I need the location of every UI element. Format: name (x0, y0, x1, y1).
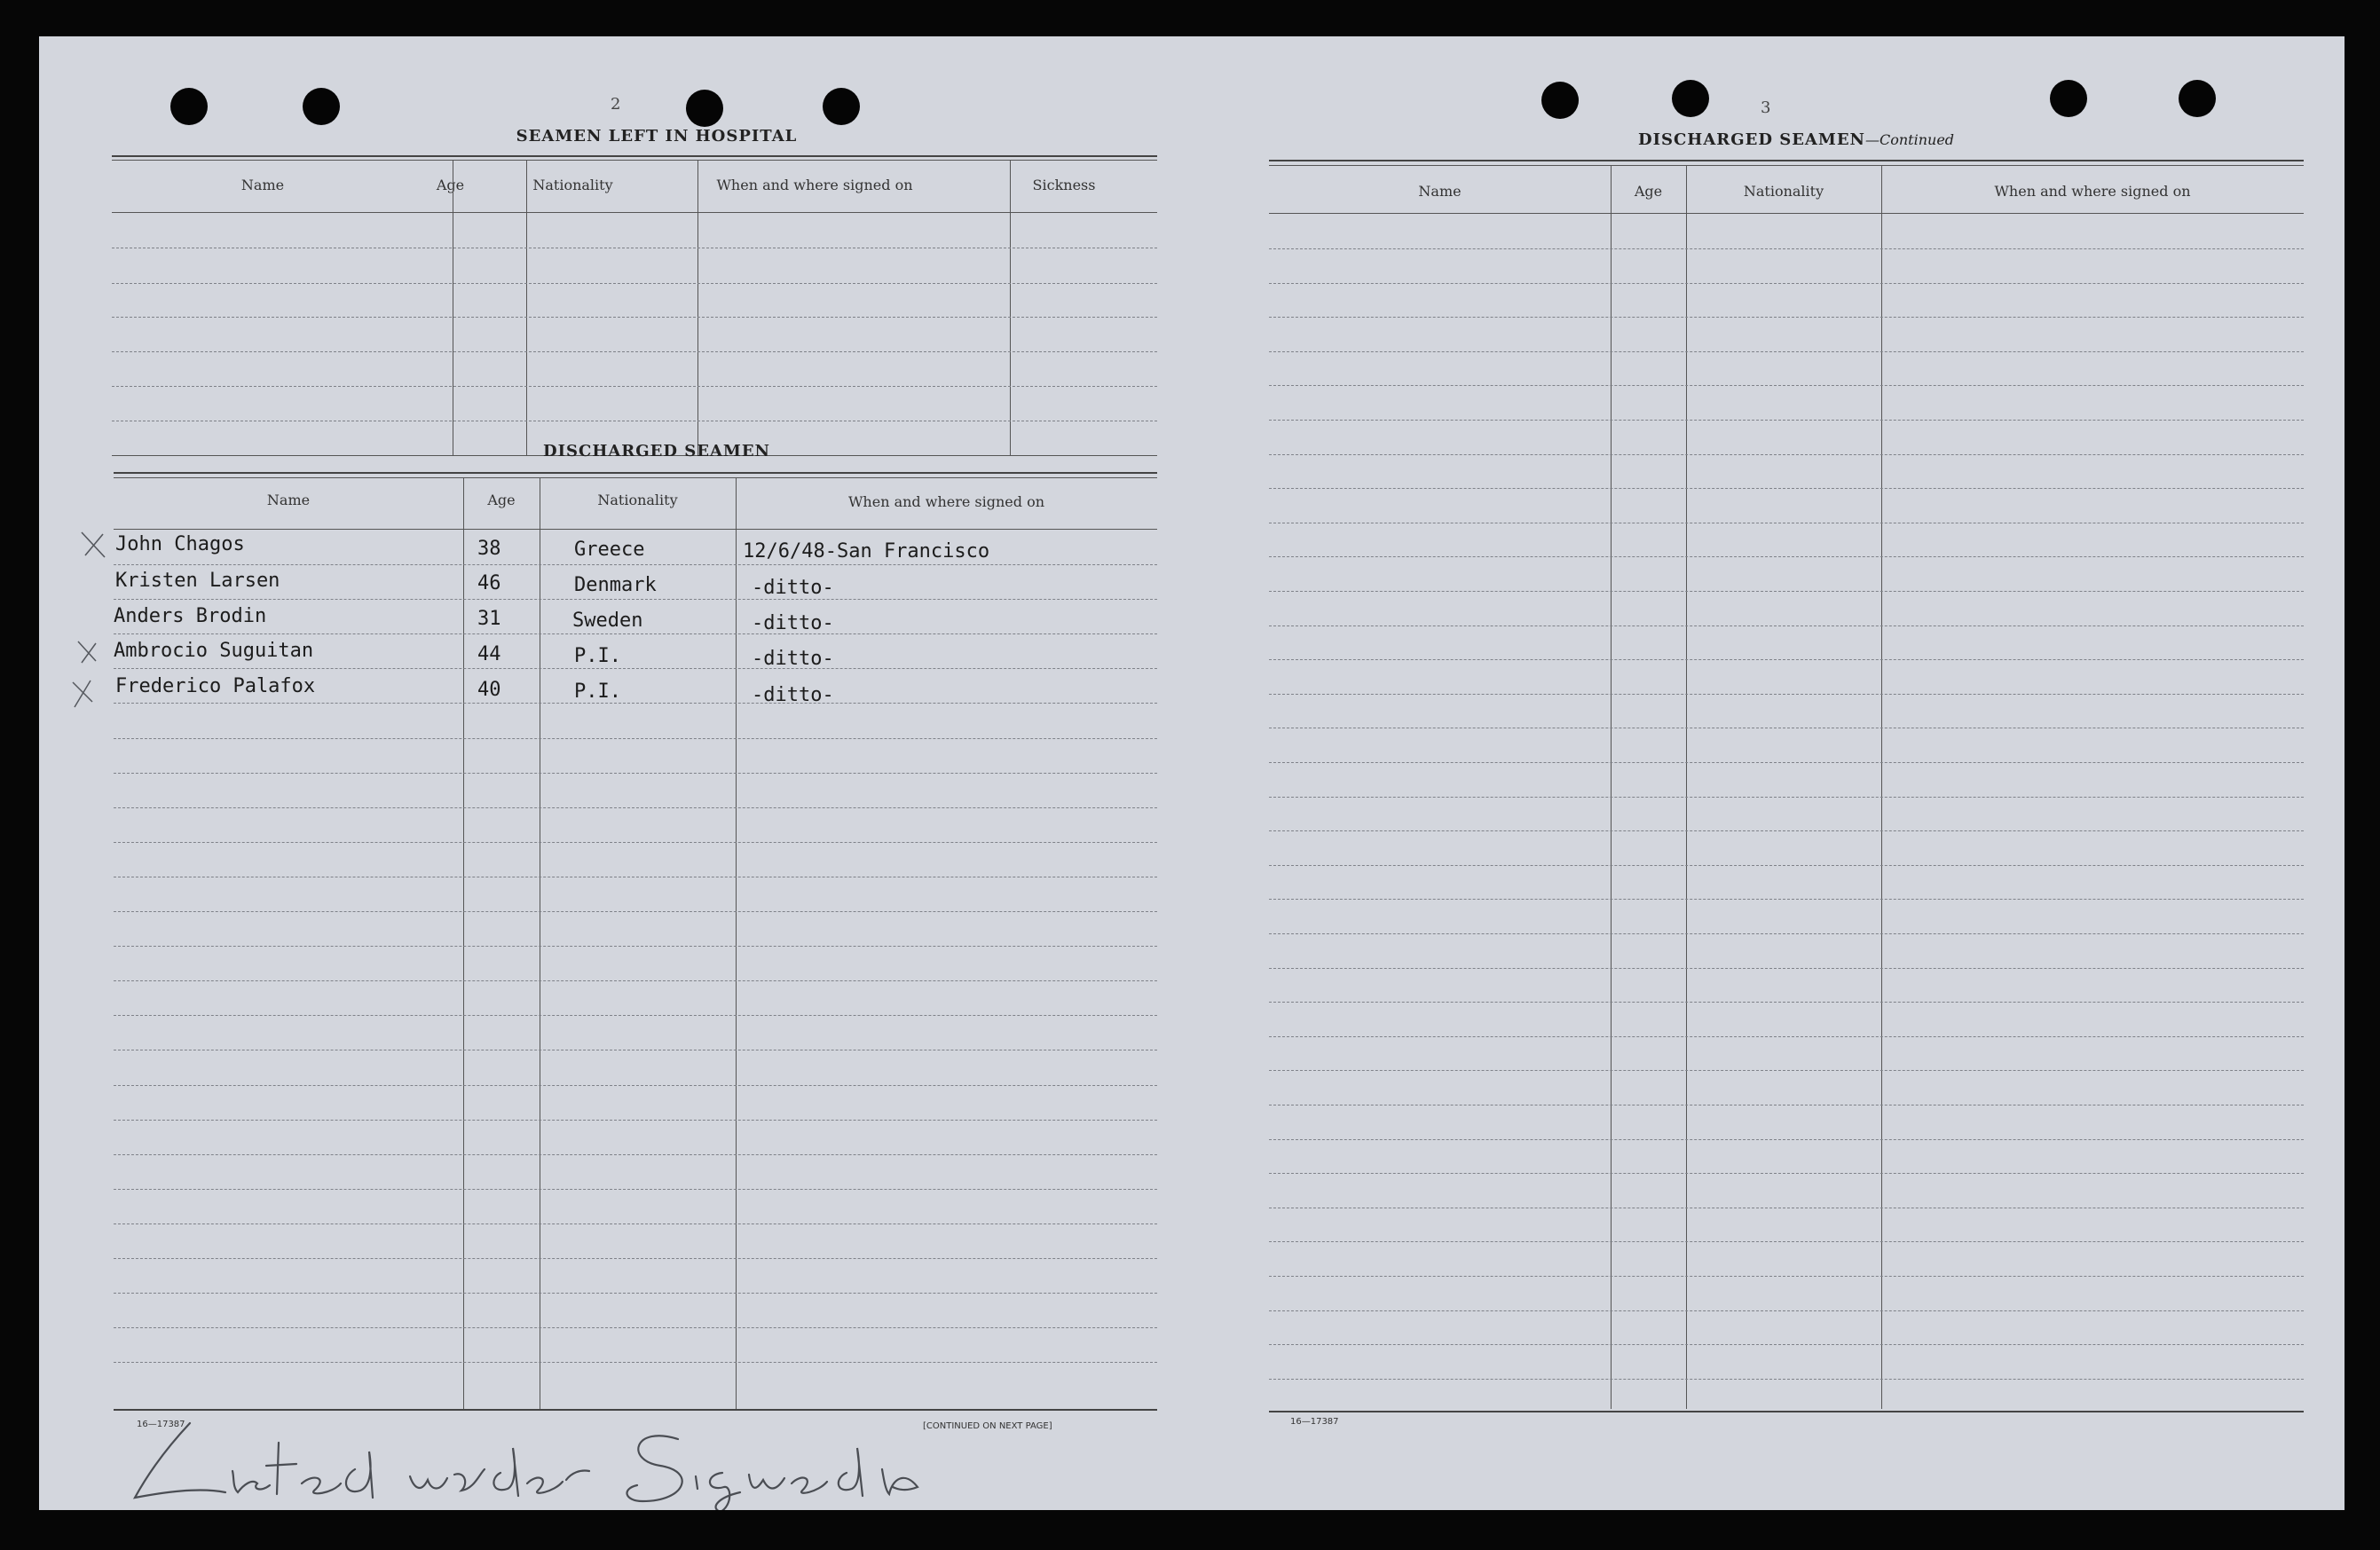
entry-signed-on: 12/6/48-San Francisco (743, 540, 990, 563)
ruled-line (114, 1362, 1157, 1363)
ruled-line (1269, 454, 2304, 455)
handwritten-note (128, 1416, 926, 1510)
ruled-line (1269, 933, 2304, 934)
ruled-line (114, 911, 1157, 912)
entry-name: Frederico Palafox (115, 675, 316, 697)
entry-age: 44 (477, 643, 501, 665)
column-header-signed-on: When and where signed on (1994, 183, 2191, 200)
column-header-nationality: Nationality (532, 177, 613, 193)
ruled-line (1269, 556, 2304, 557)
continued-suffix: —Continued (1865, 131, 1955, 148)
ruled-line (1269, 591, 2304, 592)
column-header-signed-on: When and where signed on (716, 177, 913, 193)
hospital-section-title: SEAMEN LEFT IN HOSPITAL (516, 127, 798, 146)
entry-signed-on: -ditto- (752, 577, 834, 599)
entry-signed-on: -ditto- (752, 612, 834, 634)
entry-name: Anders Brodin (114, 605, 267, 627)
ruled-line (1269, 865, 2304, 866)
ledger-sheet (39, 36, 2345, 1510)
page-number: 3 (1761, 98, 1771, 117)
ruled-line (114, 1085, 1157, 1086)
ruled-line (1269, 899, 2304, 900)
entry-signed-on: -ditto- (752, 684, 834, 706)
form-number: 16—17387 (137, 1420, 185, 1429)
entry-signed-on: -ditto- (752, 648, 834, 670)
ruled-line (114, 1258, 1157, 1259)
ruled-line (1269, 351, 2304, 352)
ruled-line (1269, 488, 2304, 489)
ruled-line (114, 1189, 1157, 1190)
hospital-table (112, 155, 1157, 457)
ruled-line (1269, 1241, 2304, 1242)
check-mark-icon (78, 529, 110, 561)
check-mark-icon (73, 636, 103, 666)
binder-hole (1541, 82, 1579, 119)
entry-age: 46 (477, 572, 501, 594)
column-header-name: Name (1418, 183, 1462, 200)
ruled-line (114, 1120, 1157, 1121)
ruled-line (114, 633, 1157, 634)
column-header-nationality: Nationality (1743, 183, 1824, 200)
discharged-continued-table (1269, 160, 2304, 1412)
ruled-line (114, 1327, 1157, 1328)
binder-hole (170, 88, 208, 125)
ruled-line (1269, 420, 2304, 421)
page-number: 2 (611, 95, 621, 114)
ruled-line (114, 599, 1157, 600)
ruled-line (114, 1015, 1157, 1016)
entry-age: 38 (477, 538, 501, 560)
ruled-line (1269, 1036, 2304, 1037)
discharged-section-title: DISCHARGED SEAMEN (542, 442, 771, 460)
ruled-line (114, 807, 1157, 808)
ruled-line (1269, 317, 2304, 318)
ruled-line (1269, 1344, 2304, 1345)
column-header-age: Age (436, 177, 465, 193)
binder-hole (2179, 80, 2216, 117)
binder-hole (1672, 80, 1709, 117)
entry-nationality: Sweden (572, 610, 643, 632)
ruled-line (114, 668, 1157, 669)
entry-nationality: P.I. (574, 681, 621, 703)
ruled-line (1269, 762, 2304, 763)
ruled-line (1269, 1379, 2304, 1380)
ruled-line (114, 738, 1157, 739)
ruled-line (1269, 1139, 2304, 1140)
binder-hole (2050, 80, 2087, 117)
ruled-line (114, 842, 1157, 843)
entry-age: 40 (477, 679, 501, 701)
continued-section-title (1548, 130, 2045, 149)
entry-nationality: P.I. (574, 645, 621, 667)
ruled-line (1269, 1002, 2304, 1003)
column-header-name: Name (266, 492, 311, 508)
ruled-line (114, 1154, 1157, 1155)
entry-nationality: Denmark (574, 574, 657, 596)
binder-hole (303, 88, 340, 125)
ruled-line (1269, 830, 2304, 831)
ruled-line (1269, 659, 2304, 660)
ruled-line (114, 1223, 1157, 1224)
entry-name: Ambrocio Suguitan (114, 640, 314, 662)
ruled-line (1269, 1276, 2304, 1277)
binder-hole (686, 90, 723, 127)
ruled-line (114, 773, 1157, 774)
ruled-line (1269, 283, 2304, 284)
ruled-line (114, 1293, 1157, 1294)
ruled-line (1269, 1310, 2304, 1311)
entry-age: 31 (477, 608, 501, 630)
entry-name: Kristen Larsen (115, 570, 280, 592)
column-header-name: Name (240, 177, 285, 193)
check-mark-icon (67, 675, 99, 711)
continued-note: [CONTINUED ON NEXT PAGE] (923, 1421, 1052, 1431)
ruled-line (1269, 385, 2304, 386)
column-header-sickness: Sickness (1032, 177, 1096, 193)
column-header-age: Age (487, 492, 516, 508)
entry-name: John Chagos (115, 533, 245, 555)
entry-nationality: Greece (574, 539, 645, 561)
column-header-age: Age (1634, 183, 1663, 200)
section-title-text: DISCHARGED SEAMEN (1637, 130, 1865, 149)
ruled-line (1269, 248, 2304, 249)
ruled-line (114, 946, 1157, 947)
ruled-line (1269, 968, 2304, 969)
column-header-nationality: Nationality (597, 492, 678, 508)
column-header-signed-on: When and where signed on (847, 493, 1045, 510)
ruled-line (1269, 694, 2304, 695)
ruled-line (1269, 797, 2304, 798)
ruled-line (1269, 1173, 2304, 1174)
ruled-line (114, 564, 1157, 565)
ruled-line (114, 703, 1157, 704)
ruled-line (1269, 1070, 2304, 1071)
ruled-line (114, 980, 1157, 981)
form-number: 16—17387 (1290, 1417, 1339, 1427)
binder-hole (823, 88, 860, 125)
